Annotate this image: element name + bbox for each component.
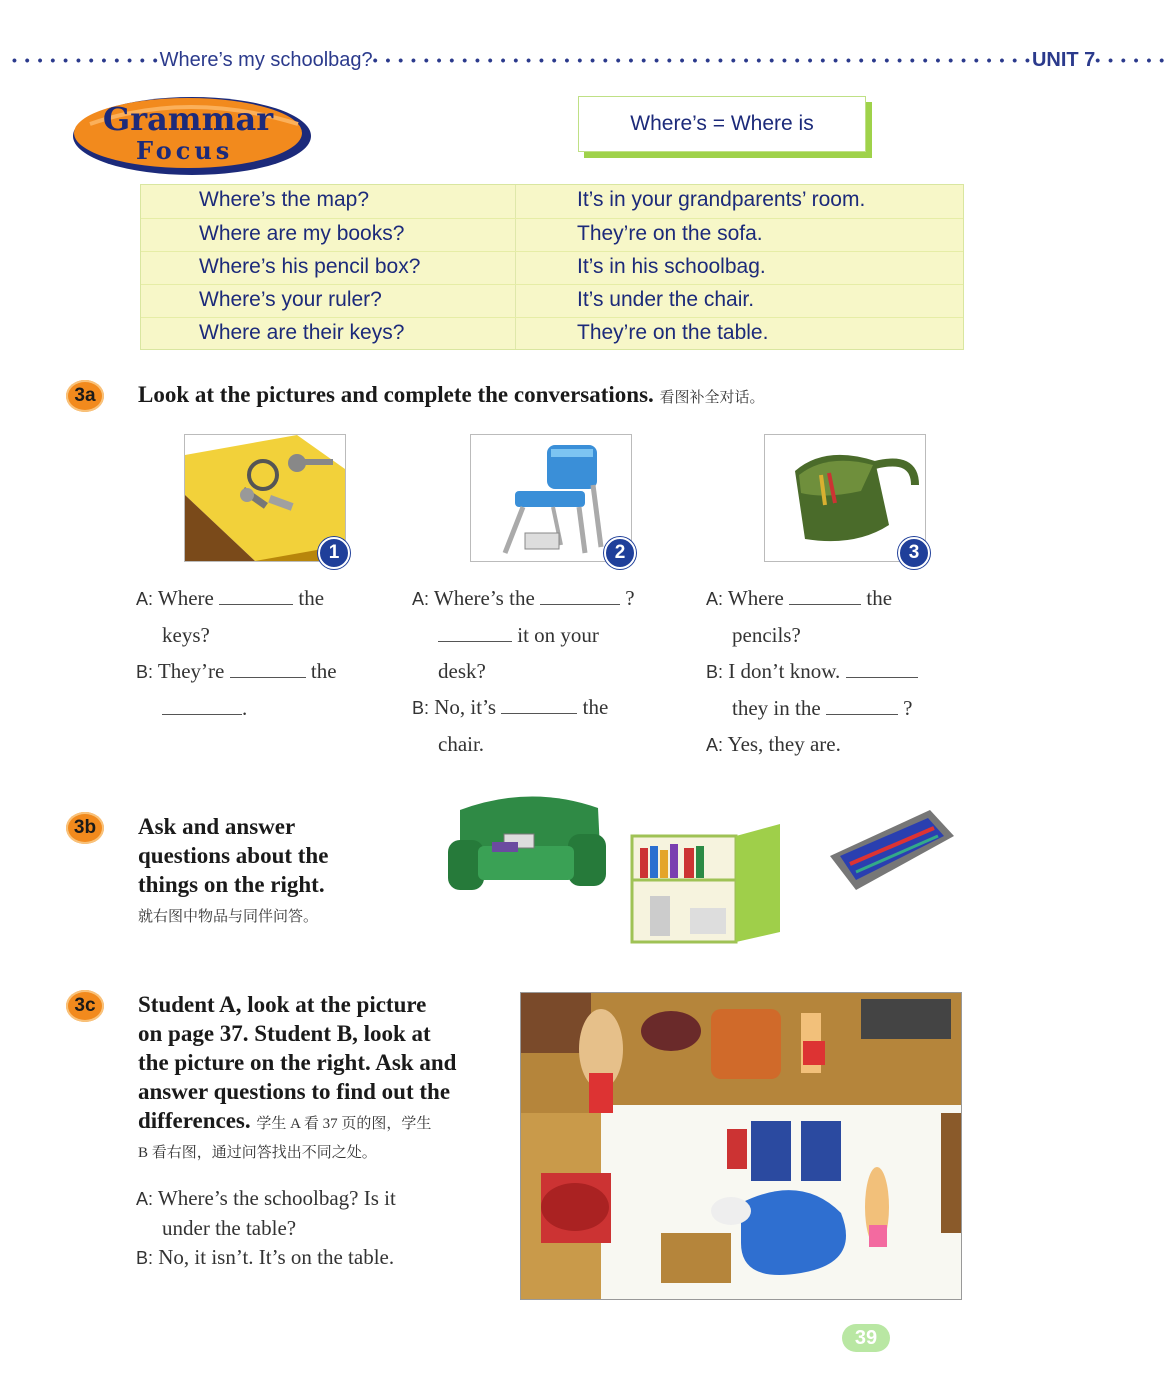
instruction-line: questions about the [138, 843, 329, 868]
grammar-answer: It’s in your grandparents’ room. [577, 188, 866, 211]
dialog-text: They’re [157, 659, 225, 683]
dialog-text: No, it’s [434, 695, 497, 719]
instruction-chinese: 就右图中物品与同伴问答。 [138, 909, 319, 925]
dialog-2-line-2 [412, 617, 672, 653]
speaker-label: B: [706, 662, 724, 682]
dialog-1 [136, 580, 376, 726]
picture-number-1: 1 [318, 537, 350, 569]
grammar-answer: They’re on the sofa. [577, 222, 763, 245]
section-3b-badge [66, 812, 104, 844]
speaker-label: A: [136, 589, 154, 609]
grammar-answer: They’re on the table. [577, 321, 769, 344]
grammar-row [141, 185, 963, 218]
dialog-text: I don’t know. [728, 659, 841, 683]
instruction-text: Look at the pictures and complete the conversations. [138, 382, 654, 407]
answer-blank[interactable] [540, 584, 620, 605]
instruction-chinese: 学生 A 看 37 页的图，学生 [256, 1116, 432, 1132]
answer-blank[interactable] [230, 657, 306, 678]
badge-number: 3 [73, 817, 85, 838]
dialog-text: the [866, 586, 893, 610]
answer-blank[interactable] [826, 694, 898, 715]
instruction-line: things on the right. [138, 872, 325, 897]
dialog-text: Where [157, 586, 214, 610]
grammar-answer: It’s in his schoolbag. [577, 255, 766, 278]
dialog-2-line-5: chair. [438, 732, 485, 756]
badge-letter: a [85, 385, 96, 406]
dialog-3-line-4 [706, 690, 966, 726]
speaker-label: A: [706, 589, 724, 609]
section-3a-badge [66, 380, 104, 412]
dialog-text: Where [727, 586, 784, 610]
dotted-rule-left: • • • • • • • • • • • • [12, 52, 160, 68]
grammar-focus-badge [70, 94, 314, 178]
dialog-3-line-3 [706, 653, 966, 690]
dialog-3-line-1 [706, 580, 966, 617]
answer-blank[interactable] [438, 621, 512, 642]
room-scene-illustration [521, 993, 961, 1299]
page-number: 39 [842, 1324, 890, 1352]
grammar-table [140, 184, 964, 350]
grammar-row [141, 317, 963, 351]
instruction-chinese: 看图补全对话。 [659, 390, 765, 406]
instruction-line: Student A, look at the picture [138, 992, 427, 1017]
instruction-line: on page 37. Student B, look at [138, 1021, 431, 1046]
grammar-focus-title: Grammar [102, 100, 274, 138]
room-scene-picture [520, 992, 962, 1300]
grammar-question: Where’s the map? [199, 188, 370, 211]
dialog-text: No, it isn’t. It’s on the table. [158, 1245, 395, 1269]
answer-blank[interactable] [846, 657, 918, 678]
badge-letter: b [84, 817, 97, 838]
dialog-text: it on your [517, 623, 599, 647]
contraction-note-box [578, 96, 866, 152]
header-title: Where’s my schoolbag? [159, 48, 373, 71]
instruction-line: the picture on the right. Ask and [138, 1050, 457, 1075]
grammar-question: Where are my books? [199, 222, 405, 245]
speaker-label: A: [412, 589, 430, 609]
dialog-line: under the table? [162, 1216, 297, 1240]
dialog-text: the [310, 659, 337, 683]
dialog-3 [706, 580, 966, 763]
picture-number-3: 3 [898, 537, 930, 569]
grammar-question: Where’s his pencil box? [199, 255, 421, 278]
speaker-label: A: [706, 735, 724, 755]
instruction-chinese: B 看右图，通过问答找出不同之处。 [138, 1145, 377, 1161]
dialog-text: ? [625, 586, 635, 610]
answer-blank[interactable] [162, 694, 242, 715]
dialog-text: Where’s the schoolbag? Is it [157, 1186, 396, 1210]
dialog-line [136, 1243, 396, 1273]
speaker-label: B: [412, 698, 430, 718]
sofa-illustration [440, 790, 610, 900]
instruction-line: answer questions to find out the [138, 1079, 451, 1104]
dialog-text: . [242, 696, 248, 720]
dotted-rule-right: • • • • • • [1095, 52, 1166, 68]
dialog-text: Yes, they are. [727, 732, 841, 756]
section-3c-dialog [136, 1184, 396, 1273]
unit-label: UNIT 7 [1031, 48, 1096, 71]
instruction-line: differences. [138, 1108, 251, 1133]
dialog-2-line-3: desk? [438, 659, 486, 683]
grammar-question: Where’s your ruler? [199, 288, 382, 311]
instruction-line: Ask and answer [138, 814, 296, 839]
dialog-line [136, 1184, 396, 1214]
dialog-1-line-4 [136, 690, 376, 726]
dialog-text: the [298, 586, 325, 610]
answer-blank[interactable] [219, 584, 293, 605]
speaker-label: A: [136, 1189, 154, 1209]
grammar-row [141, 251, 963, 285]
section-3a-instruction [138, 380, 765, 413]
dialog-2 [412, 580, 672, 762]
answer-blank[interactable] [789, 584, 861, 605]
badge-number: 3 [74, 385, 85, 406]
running-header [12, 44, 1166, 76]
section-3c-instruction [138, 990, 508, 1168]
badge-number: 3 [74, 995, 85, 1016]
section-3c-badge [66, 990, 104, 1022]
pencil-box-illustration [826, 806, 958, 898]
dotted-rule-middle: • • • • • • • • • • • • • • • • • • • • • • • • • • • • • • • • • • • • • • • • • • • • • • • • • • • • [372, 52, 1032, 68]
grammar-question: Where are their keys? [199, 321, 405, 344]
bookcase-illustration [630, 822, 782, 944]
grammar-row [141, 218, 963, 252]
speaker-label: B: [136, 662, 154, 682]
dialog-text: they in the [732, 696, 821, 720]
dialog-2-line-1 [412, 580, 672, 617]
grammar-row [141, 284, 963, 318]
dialog-1-line-2: keys? [162, 623, 210, 647]
dialog-2-line-4 [412, 689, 672, 726]
dialog-text: ? [903, 696, 913, 720]
dialog-3-line-5 [706, 726, 966, 763]
answer-blank[interactable] [501, 693, 577, 714]
picture-number-2: 2 [604, 537, 636, 569]
dialog-1-line-3 [136, 653, 376, 690]
speaker-label: B: [136, 1248, 154, 1268]
dialog-3-line-2: pencils? [732, 623, 801, 647]
grammar-answer: It’s under the chair. [577, 288, 755, 311]
badge-letter: c [85, 995, 96, 1016]
contraction-note-text: Where’s = Where is [630, 112, 814, 135]
dialog-1-line-1 [136, 580, 376, 617]
grammar-focus-subtitle: Focus [136, 136, 234, 165]
dialog-text: the [582, 695, 609, 719]
section-3b-instruction [138, 812, 428, 932]
dialog-text: Where’s the [433, 586, 535, 610]
